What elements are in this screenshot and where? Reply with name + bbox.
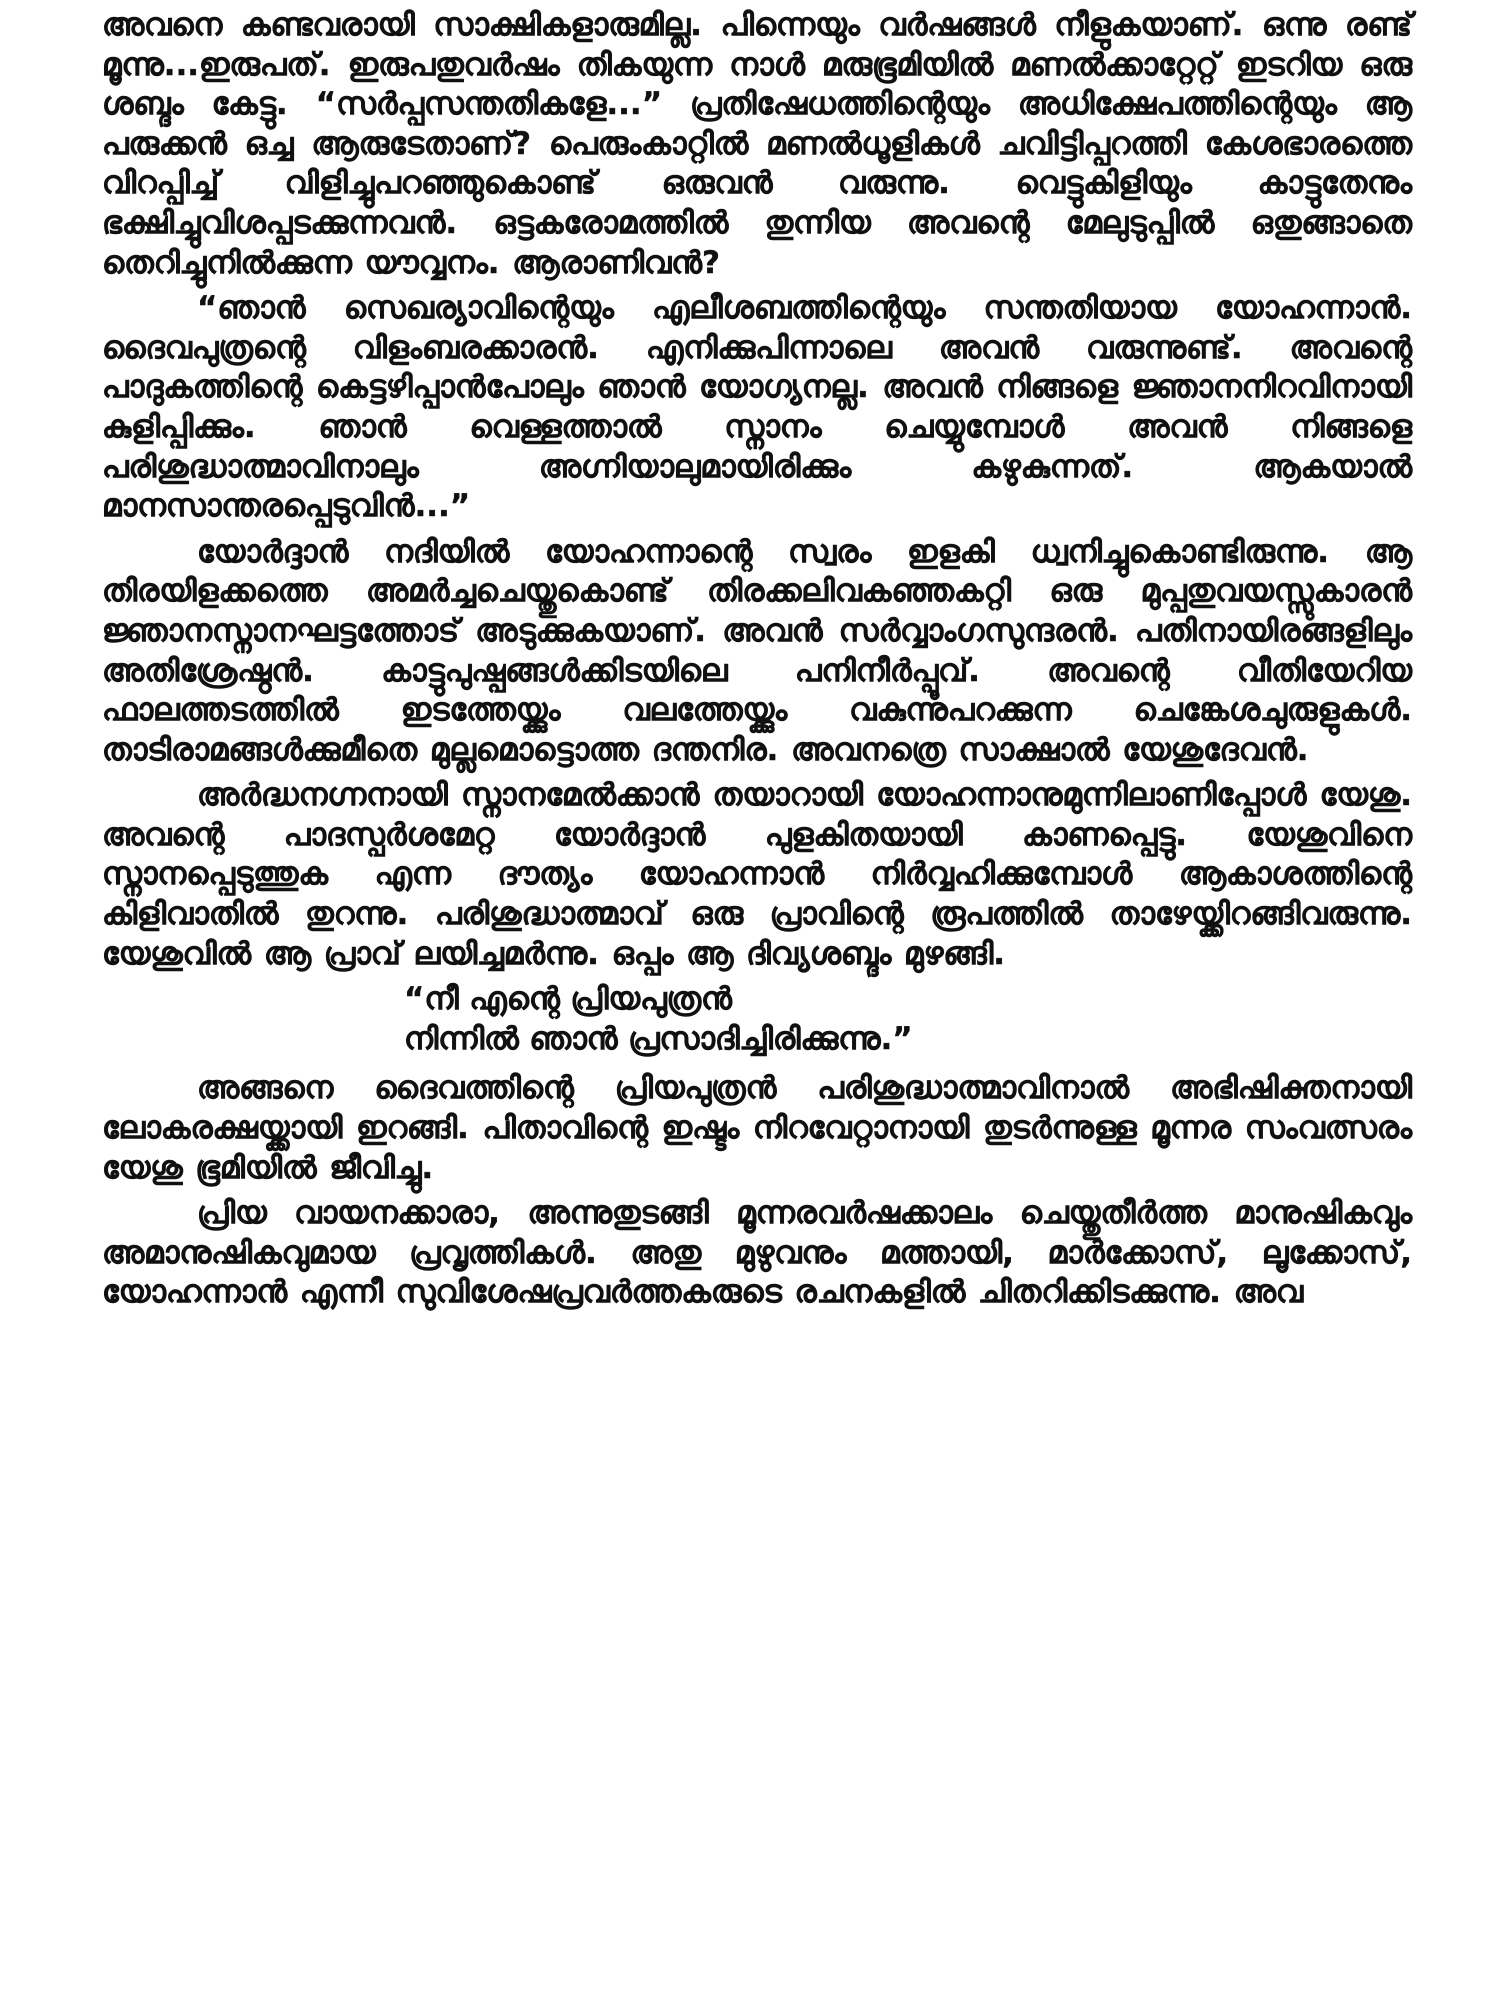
paragraph-1: അവനെ കണ്ടവരായി സാക്ഷികളാരുമില്ല. പിന്നെയും വർഷങ്ങൾ നീളുകയാണ്. ഒന്നു രണ്ട് മൂന്നു...ഇരുപത്. ഇരുപതുവർഷം തികയുന്ന നാൾ മരുഭൂമിയിൽ മണൽക്കാറ്റേറ്റ് ഇടറിയ ഒരു ശബ്ദം കേട്ടു. “സർപ്പസന്തതികളേ...” പ്രതിഷേധത്തിന്റെയും അധിക്ഷേപത്തിന്റെയും ആ പരുക്കൻ ഒച്ച ആരുടേതാണ്? പെരുംകാറ്റിൽ മണൽധൂളികൾ ചവിട്ടിപ്പറത്തി കേശഭാരത്തെ വിറപ്പിച്ച് വിളിച്ചുപറഞ്ഞുകൊണ്ട് ഒരുവൻ വരുന്നു. വെട്ടുകിളിയും കാട്ടുതേനും ഭക്ഷിച്ചുവിശപ്പടക്കുന്നവൻ. ഒട്ടകരോമത്തിൽ തുന്നിയ അവന്റെ മേലുടുപ്പിൽ ഒതുങ്ങാതെ തെറിച്ചുനിൽക്കുന്ന യൗവ്വനം. ആരാണിവൻ?: [102, 7, 1412, 281]
paragraph-5-anointed: അങ്ങനെ ദൈവത്തിന്റെ പ്രിയപുത്രൻ പരിശുദ്ധാത്മാവിനാൽ അഭിഷിക്തനായി ലോകരക്ഷയ്ക്കായി ഇറങ്ങി. പിതാവിന്റെ ഇഷ്ടം നിറവേറ്റാനായി തുടർന്നുള്ള മൂന്നര സംവത്സരം യേശു ഭൂമിയിൽ ജീവിച്ചു.: [102, 1070, 1412, 1186]
paragraph-6-reader-address: പ്രിയ വായനക്കാരാ, അന്നുതുടങ്ങി മൂന്നരവർഷക്കാലം ചെയ്തുതീർത്ത മാനുഷികവും അമാനുഷികവുമായ പ്രവൃത്തികൾ. അതു മുഴുവനും മത്തായി, മാർക്കോസ്, ലൂക്കോസ്, യോഹന്നാൻ എന്നീ സുവിശേഷപ്രവർത്തകരുടെ രചനകളിൽ ചിതറിക്കിടക്കുന്നു. അവ: [102, 1195, 1412, 1311]
divine-voice-quote: [102, 980, 1412, 1059]
paragraph-4-baptism: അർദ്ധനഗ്നനായി സ്നാനമേൽക്കാൻ തയാറായി യോഹന്നാനുമുന്നിലാണിപ്പോൾ യേശു. അവന്റെ പാദസ്പർശമേറ്റ യോർദ്ദാൻ പുളകിതയായി കാണപ്പെട്ടു. യേശുവിനെ സ്നാനപ്പെടുത്തുക എന്ന ദൗത്യം യോഹന്നാൻ നിർവ്വഹിക്കുമ്പോൾ ആകാശത്തിന്റെ കിളിവാതിൽ തുറന്നു. പരിശുദ്ധാത്മാവ് ഒരു പ്രാവിന്റെ രൂപത്തിൽ താഴേയ്ക്കിറങ്ങിവരുന്നു. യേശുവിൽ ആ പ്രാവ് ലയിച്ചമർന്നു. ഒപ്പം ആ ദിവ്യശബ്ദം മുഴങ്ങി.: [102, 777, 1412, 972]
quote-line-1: “നീ എന്റെ പ്രിയപുത്രൻ: [404, 981, 732, 1018]
paragraph-2-john-proclamation: “ഞാൻ സെഖര്യാവിന്റെയും എലീശബത്തിന്റെയും സന്തതിയായ യോഹന്നാൻ. ദൈവപുത്രന്റെ വിളംബരക്കാരൻ. എനിക്കുപിന്നാലെ അവൻ വരുന്നുണ്ട്. അവന്റെ പാദുകത്തിന്റെ കെട്ടഴിപ്പാൻപോലും ഞാൻ യോഗ്യനല്ല. അവൻ നിങ്ങളെ ജ്ഞാനനിറവിനായി കുളിപ്പിക്കും. ഞാൻ വെള്ളത്താൽ സ്നാനം ചെയ്യുമ്പോൾ അവൻ നിങ്ങളെ പരിശുദ്ധാത്മാവിനാലും അഗ്നിയാലുമായിരിക്കും കഴുകുന്നത്. ആകയാൽ മാനസാന്തരപ്പെടുവിൻ...”: [102, 290, 1412, 525]
paragraph-3-jordan-river: യോർദ്ദാൻ നദിയിൽ യോഹന്നാന്റെ സ്വരം ഇളകി ധ്വനിച്ചുകൊണ്ടിരുന്നു. ആ തിരയിളക്കത്തെ അമർച്ചചെയ്തുകൊണ്ട് തിരക്കലിവകഞ്ഞകറ്റി ഒരു മുപ്പതുവയസ്സുകാരൻ ജ്ഞാനസ്നാനഘട്ടത്തോട് അടുക്കുകയാണ്. അവൻ സർവ്വാംഗസുന്ദരൻ. പതിനായിരങ്ങളിലും അതിശ്രേഷ്ഠൻ. കാട്ടുപുഷ്പങ്ങൾക്കിടയിലെ പനിനീർപ്പൂവ്. അവന്റെ വീതിയേറിയ ഫാലത്തടത്തിൽ ഇടത്തേയ്ക്കും വലത്തേയ്ക്കും വകുന്നുപറക്കുന്ന ചെങ്കേശചുരുളുകൾ. താടിരാമങ്ങൾക്കുമീതെ മുല്ലമൊട്ടൊത്ത ദന്തനിര. അവനത്രെ സാക്ഷാൽ യേശുദേവൻ.: [102, 533, 1412, 768]
document-body: [102, 6, 1412, 1319]
quote-line-2: നിന്നിൽ ഞാൻ പ്രസാദിച്ചിരിക്കുന്നു.”: [404, 1020, 913, 1057]
